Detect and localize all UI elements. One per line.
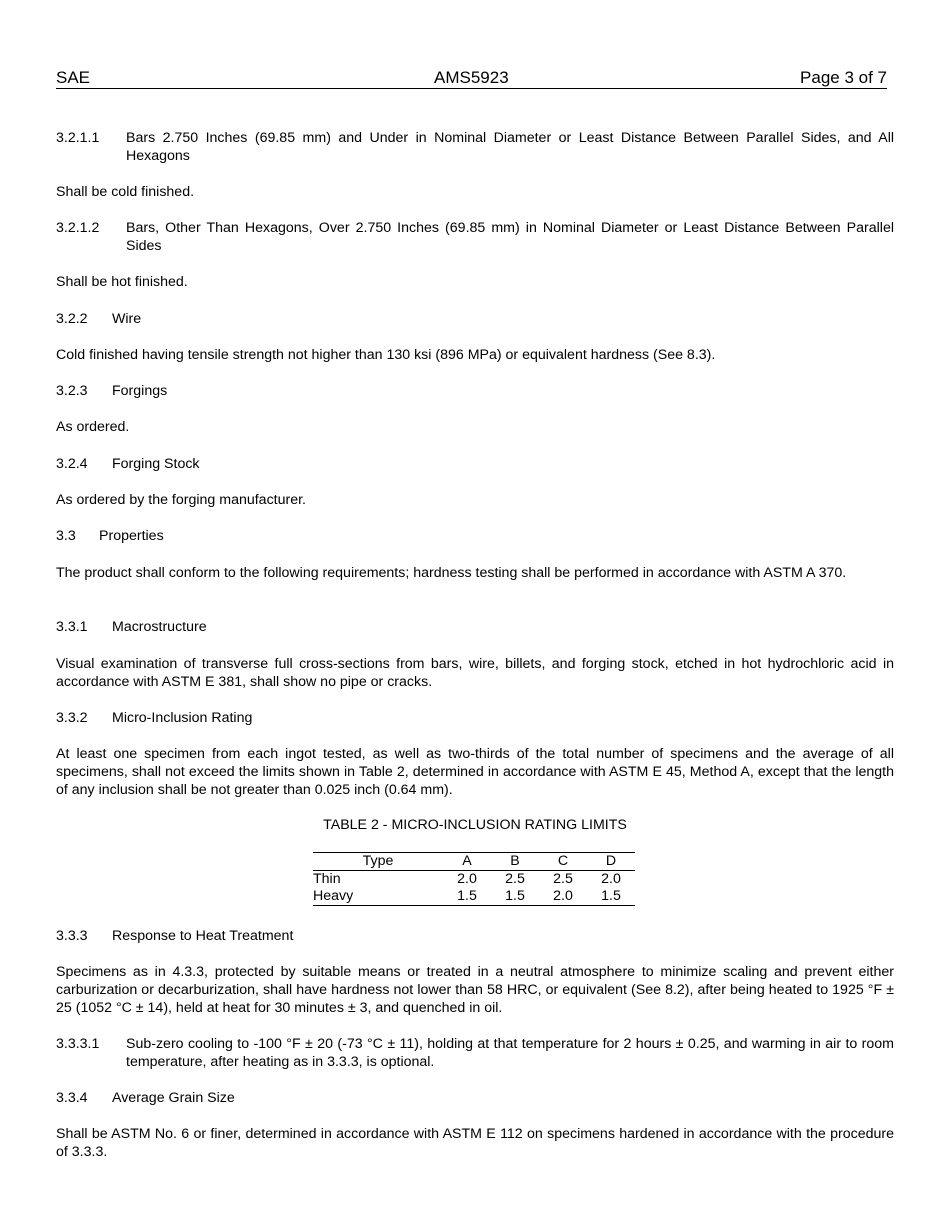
section-3-3-3-body: Specimens as in 4.3.3, protected by suitable means or treated in a neutral atmosphere to minimize scaling and prevent either carburization or decarburization, shall have hardness not lower than 58 HRC, or equivalent (See 8.2), after being heated to 1925 °F ± 25 (1052 °C ± 14), held at heat for 30 minutes ± 3, and quenched in oil. [56, 964, 894, 1016]
table-cell: 1.5 [457, 888, 477, 904]
section-number: 3.2.1.1 [56, 130, 100, 146]
section-3-3-body: The product shall conform to the following requirements; hardness testing shall be performed in accordance with ASTM A 370. [56, 565, 847, 581]
table-header-type: Type [362, 853, 394, 869]
section-title: Average Grain Size [112, 1090, 235, 1106]
table-header-d: D [605, 853, 617, 869]
table-cell: 1.5 [601, 888, 621, 904]
section-3-2-4-body: As ordered by the forging manufacturer. [56, 492, 306, 508]
header-page-number: Page 3 of 7 [800, 68, 887, 87]
micro-inclusion-table [313, 852, 635, 906]
table-2-caption: TABLE 2 - MICRO-INCLUSION RATING LIMITS [323, 817, 627, 833]
section-3-2-1-1-body: Shall be cold finished. [56, 184, 195, 200]
section-3-3-2-body: At least one specimen from each ingot tested, as well as two-thirds of the total number of specimens and the average of all specimens, shall not exceed the limits shown in Table 2, determined in accordance with ASTM E 45, Method A, except that the length of any inclusion shall be not greater than 0.025 inch (0.64 mm). [56, 746, 894, 798]
section-number: 3.3.3 [56, 928, 88, 944]
row-label: Thin [313, 871, 341, 887]
table-header-b: B [510, 853, 520, 869]
table-cell: 2.5 [505, 871, 525, 887]
table-header-c: C [557, 853, 569, 869]
section-text: Sub-zero cooling to -100 °F ± 20 (-73 °C ± 11), holding at that temperature for 2 hours ± 0.25, and warming in air to room temperature, after heating as in 3.3.3, is optional. [126, 1036, 894, 1070]
section-number: 3.2.1.2 [56, 220, 100, 236]
section-title: Wire [112, 311, 142, 327]
section-3-2-2-body: Cold finished having tensile strength not higher than 130 ksi (896 MPa) or equivalent hardness (See 8.3). [56, 347, 716, 363]
section-number: 3.3 [56, 528, 76, 544]
section-3-3-1-body: Visual examination of transverse full cross-sections from bars, wire, billets, and forging stock, etched in hot hydrochloric acid in accordance with ASTM E 381, shall show no pipe or cracks. [56, 656, 894, 690]
section-number: 3.2.3 [56, 383, 88, 399]
section-number: 3.2.2 [56, 311, 88, 327]
table-cell: 2.5 [553, 871, 573, 887]
section-number: 3.3.1 [56, 619, 88, 635]
section-number: 3.3.4 [56, 1090, 88, 1106]
table-cell: 2.0 [457, 871, 477, 887]
section-number: 3.3.2 [56, 710, 88, 726]
section-title: Micro-Inclusion Rating [112, 710, 253, 726]
section-title: Forgings [112, 383, 168, 399]
section-number: 3.3.3.1 [56, 1036, 100, 1052]
section-title: Forging Stock [112, 456, 200, 472]
section-3-3-4-body: Shall be ASTM No. 6 or finer, determined in accordance with ASTM E 112 on specimens hardened in accordance with the procedure of 3.3.3. [56, 1126, 894, 1160]
table-row [313, 888, 635, 906]
table-header-row [313, 853, 635, 871]
section-title: Properties [99, 528, 164, 544]
section-title: Macrostructure [112, 619, 207, 635]
section-3-2-3-body: As ordered. [56, 419, 130, 435]
header-org: SAE [56, 68, 91, 87]
page-header [56, 68, 887, 89]
section-3-2-1-2-body: Shall be hot finished. [56, 274, 188, 290]
section-title: Response to Heat Treatment [112, 928, 294, 944]
table-header-a: A [462, 853, 472, 869]
table-cell: 2.0 [553, 888, 573, 904]
row-label: Heavy [313, 888, 354, 904]
section-title: Bars 2.750 Inches (69.85 mm) and Under in Nominal Diameter or Least Distance Between Parallel Sides, and All Hexagons [126, 130, 894, 164]
section-number: 3.2.4 [56, 456, 88, 472]
table-cell: 2.0 [601, 871, 621, 887]
header-doc-number: AMS5923 [434, 68, 509, 87]
table-row [313, 871, 635, 889]
table-cell: 1.5 [505, 888, 525, 904]
section-title: Bars, Other Than Hexagons, Over 2.750 Inches (69.85 mm) in Nominal Diameter or Least Distance Between Parallel Sides [126, 220, 894, 254]
